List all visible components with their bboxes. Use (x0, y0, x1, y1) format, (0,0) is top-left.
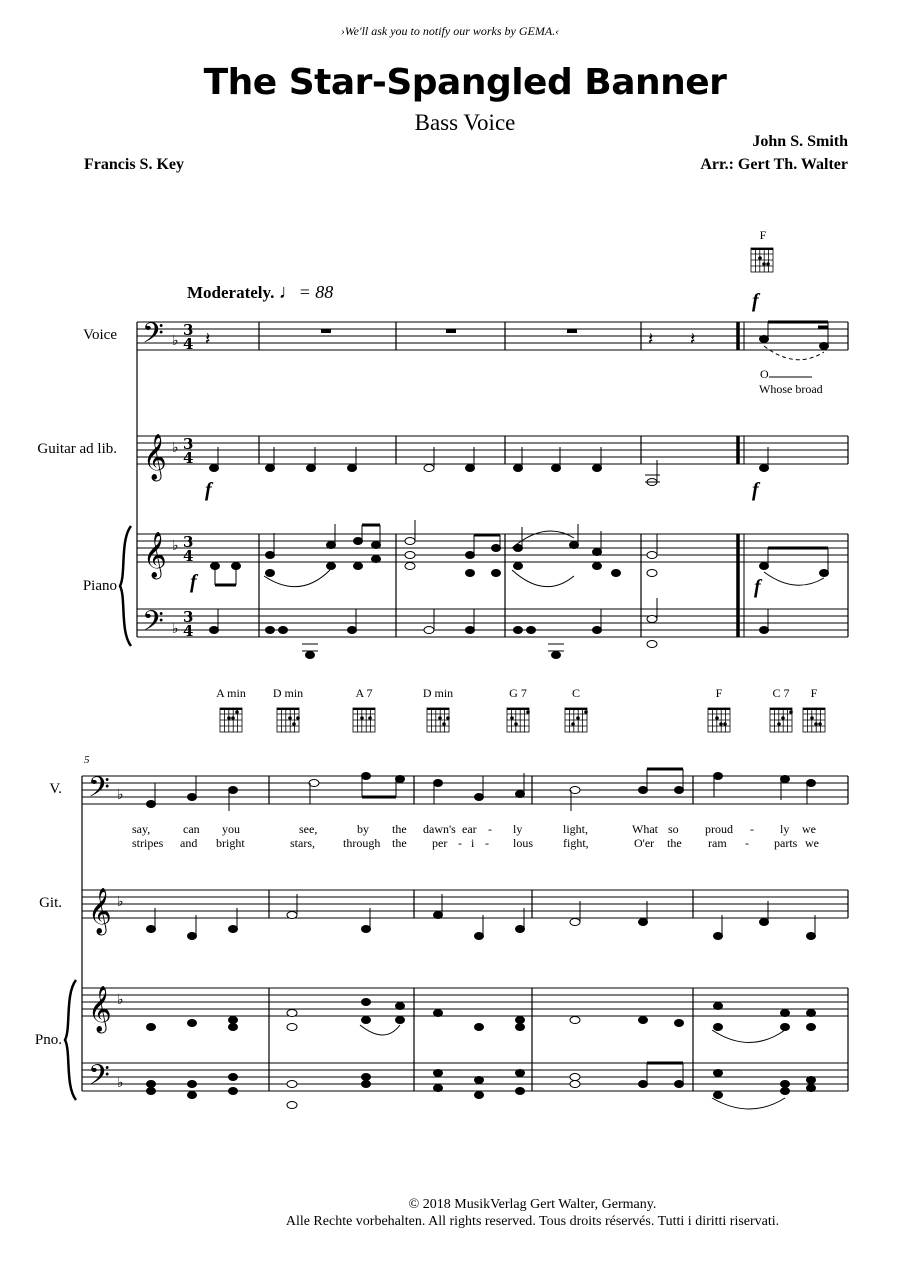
chord-name: D min (422, 686, 454, 700)
lyric-syllable: - (750, 822, 754, 836)
lyric-syllable: - (458, 836, 462, 850)
chord-diagram-icon (277, 708, 299, 732)
instrument-label-guitar: Guitar ad lib. (37, 441, 117, 457)
chord-diagram-icon (565, 708, 587, 732)
lyric-syllable: stripes (132, 836, 164, 850)
treble-clef-icon: 𝄞 (88, 986, 112, 1032)
lyric-syllable: the (392, 822, 407, 836)
chord-diagram-icon (507, 708, 529, 732)
guitar-notes-2 (147, 894, 816, 940)
barlines-system-2 (82, 776, 848, 1091)
chord-diagram-icon (427, 708, 449, 732)
staff-voice-1 (137, 322, 848, 350)
lyric-syllable: proud (705, 822, 733, 836)
treble-clef-icon: 𝄞 (143, 434, 167, 480)
lyric-syllable: lous (513, 836, 534, 850)
staff-piano-bass-1 (137, 609, 848, 637)
lyric-syllable: bright (216, 836, 245, 850)
tempo-text: Moderately. (187, 283, 275, 302)
svg-text:♭: ♭ (117, 992, 124, 1008)
chord-diagram-icon (751, 248, 773, 272)
tempo-bpm: = 88 (298, 282, 334, 302)
svg-text:4: 4 (183, 449, 194, 467)
svg-text:4: 4 (183, 547, 194, 565)
treble-clef-icon: 𝄞 (143, 532, 167, 578)
dynamic-forte: f (190, 571, 197, 593)
svg-text:♭: ♭ (117, 894, 124, 910)
lyric-syllable: - (485, 836, 489, 850)
bass-clef-icon: 𝄢 (142, 605, 164, 645)
lyric-syllable: O'er (634, 836, 655, 850)
staff-piano-treble-2 (82, 988, 848, 1016)
staff-piano-bass-2 (82, 1063, 848, 1091)
lyric-syllable: ly (780, 822, 790, 836)
svg-text:𝄽: 𝄽 (690, 329, 696, 350)
lyric-syllable: can (183, 822, 200, 836)
svg-text:♭: ♭ (172, 333, 179, 349)
chord-name: F (810, 686, 818, 700)
piano-brace (120, 526, 131, 646)
piano-brace (65, 980, 76, 1100)
chord-name: D min (272, 686, 304, 700)
chord-name: A min (216, 686, 246, 700)
arranger: Arr.: Gert Th. Walter (700, 156, 848, 173)
chord-name: G 7 (509, 686, 527, 700)
svg-text:3: 3 (183, 435, 194, 453)
svg-text:♭: ♭ (117, 1075, 124, 1091)
guitar-notes-1 (210, 447, 769, 486)
chord-diagram-icon (708, 708, 730, 732)
chord-diagram-icon (803, 708, 825, 732)
time-signature (183, 321, 193, 640)
clefs-and-signatures (88, 317, 193, 1099)
lyric-syllable: through (343, 836, 381, 850)
svg-text:♭: ♭ (172, 621, 179, 637)
lyric-syllable: - (488, 822, 492, 836)
bass-clef-icon: 𝄢 (88, 1059, 110, 1099)
instrument-label-piano-short: Pno. (34, 1032, 62, 1048)
dynamic-forte: f (205, 479, 212, 501)
lyric-syllable: the (667, 836, 682, 850)
staff-lines (82, 322, 848, 1091)
svg-text:3: 3 (183, 608, 194, 626)
lyric-syllable: O (760, 367, 769, 381)
chord-name: C (571, 686, 580, 700)
bass-clef-icon: 𝄢 (88, 771, 110, 811)
double-barline (738, 322, 744, 637)
measure-number: 5 (84, 754, 90, 766)
lyric-syllable: and (180, 836, 198, 850)
piece-subtitle: Bass Voice (414, 110, 516, 135)
lyric-syllable: Whose broad (759, 382, 823, 396)
lyric-syllable: per (432, 836, 448, 850)
lyric-syllable: i (471, 836, 475, 850)
chord-diagram-icon (353, 708, 375, 732)
lyric-syllable: dawn's (423, 822, 456, 836)
svg-text:𝄽: 𝄽 (648, 329, 654, 350)
lyric-syllable: light, (563, 822, 589, 836)
gema-notice: ›We'll ask you to notify our works by GEMA.‹ (340, 24, 560, 38)
lyric-syllable: so (668, 822, 679, 836)
lyric-syllable: we (802, 822, 816, 836)
lyricist: Francis S. Key (84, 156, 184, 173)
svg-text:♭: ♭ (172, 538, 179, 554)
svg-text:3: 3 (183, 533, 194, 551)
svg-text:4: 4 (183, 622, 194, 640)
svg-text:3: 3 (183, 321, 194, 339)
lyric-syllable: the (392, 836, 407, 850)
lyric-syllable: stars, (290, 836, 315, 850)
copyright-line: © 2018 MusikVerlag Gert Walter, Germany. (408, 1197, 657, 1212)
lyric-syllable: ly (513, 822, 523, 836)
instrument-label-piano: Piano (82, 578, 117, 594)
instrument-label-voice-short: V. (49, 781, 62, 797)
lyric-syllable: ram (708, 836, 727, 850)
instrument-label-voice: Voice (83, 327, 117, 343)
dynamic-forte: f (752, 290, 759, 312)
lyric-syllable: say, (132, 822, 151, 836)
svg-text:♭: ♭ (117, 787, 124, 803)
treble-clef-icon: 𝄞 (88, 888, 112, 934)
chord-name: A 7 (355, 686, 373, 700)
svg-text:♭: ♭ (172, 440, 179, 456)
staff-guitar-1 (137, 436, 848, 464)
lyric-syllable: parts (774, 836, 798, 850)
lyric-syllable: by (357, 822, 369, 836)
chord-name-pickup: F (759, 228, 767, 242)
staff-voice-2 (82, 776, 848, 804)
quarter-note-icon: ♩ (278, 281, 299, 303)
lyric-syllable: you (222, 822, 240, 836)
dynamic-forte: f (752, 479, 759, 501)
composer: John S. Smith (752, 133, 848, 150)
rights-line: Alle Rechte vorbehalten. All rights reserved. Tous droits réservés. Tutti i diritti riservati. (285, 1214, 780, 1229)
lyric-syllable: we (805, 836, 819, 850)
chord-diagram-icon (770, 708, 792, 732)
piano-bass-notes-1 (210, 598, 769, 659)
bass-clef-icon: 𝄢 (142, 317, 164, 357)
dynamic-forte: f (754, 576, 761, 598)
barlines-system-1 (137, 322, 848, 637)
piano-treble-notes-1 (211, 520, 829, 587)
piece-title: The Star-Spangled Banner (203, 62, 727, 103)
lyric-syllable: What (632, 822, 658, 836)
chord-name: F (715, 686, 723, 700)
lyric-syllable: see, (299, 822, 318, 836)
piano-notes-2 (147, 999, 816, 1110)
lyric-syllable: - (745, 836, 749, 850)
svg-text:4: 4 (183, 335, 194, 353)
lyric-syllable: fight, (563, 836, 589, 850)
svg-text:𝄽: 𝄽 (205, 329, 211, 350)
chord-diagrams (220, 248, 825, 732)
instrument-label-guitar-short: Git. (39, 895, 62, 911)
staff-guitar-2 (82, 890, 848, 918)
lyric-syllable: ear (462, 822, 477, 836)
chord-name: C 7 (772, 686, 790, 700)
